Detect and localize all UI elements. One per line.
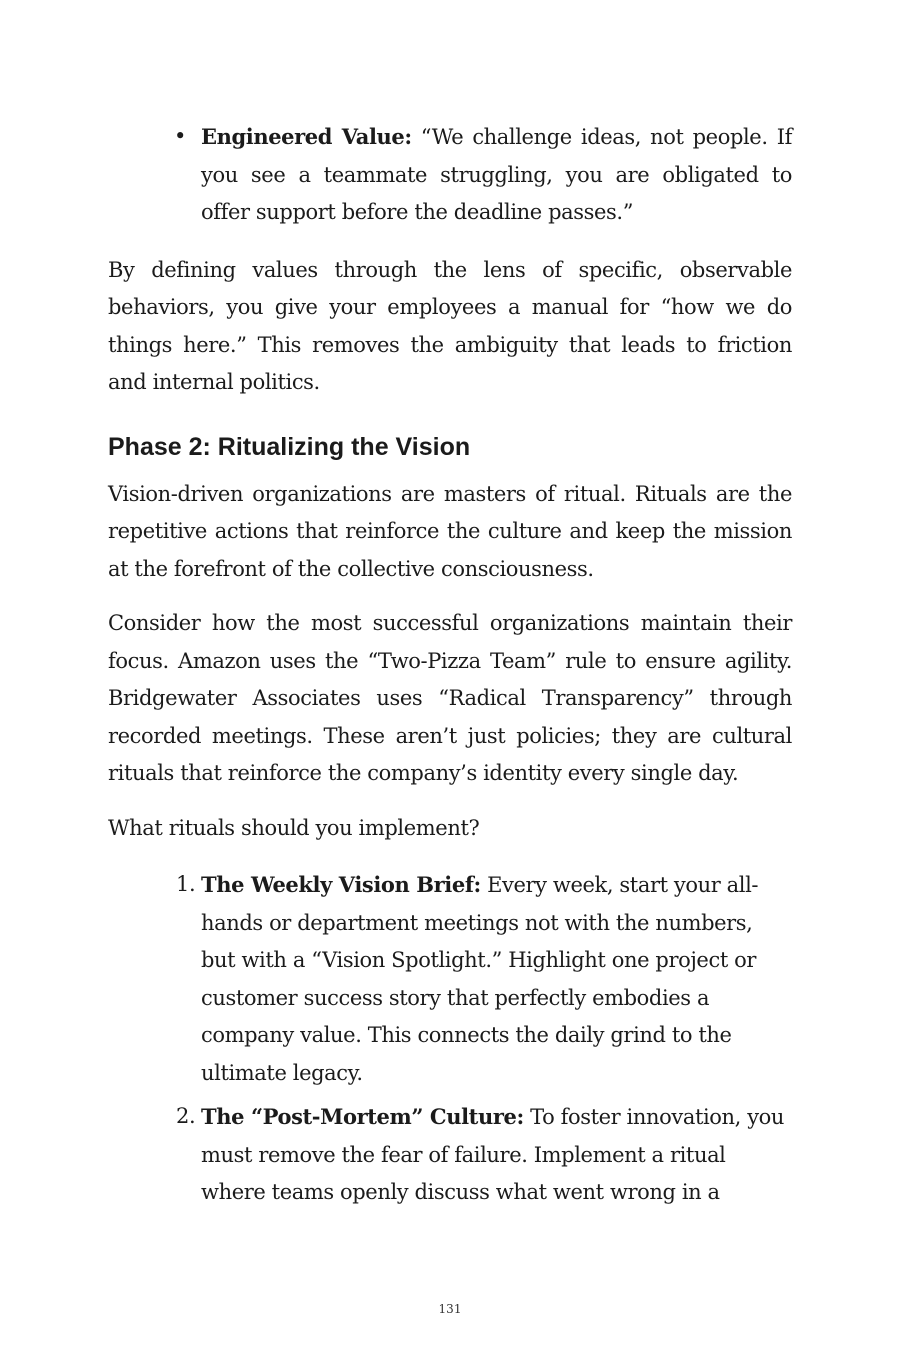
list-number: 2. [176, 1104, 196, 1128]
item-text: Every week, start your all-hands or department meetings not with the numbers, but with a “Vision Spotlight.” Highlight one project or customer success story that perfectly embodies a company value. This connects the daily grind to the ultimate legacy. [201, 873, 759, 1085]
item-label: The Weekly Vision Brief: [201, 872, 481, 897]
paragraph-question: What rituals should you implement? [108, 815, 480, 840]
paragraph-values: By defining values through the lens of specific, observable behaviors, you give your employees a manual for “how we do things here.” This removes the ambiguity that leads to friction and internal politics. [108, 257, 792, 394]
paragraph-rituals-intro: Vision-driven organizations are masters of ritual. Rituals are the repetitive actions that reinforce the culture and keep the mission at the forefront of the collective consciousness. [108, 481, 792, 581]
bullet-icon: • [174, 124, 186, 148]
paragraph-examples: Consider how the most successful organizations maintain their focus. Amazon uses the “Two-Pizza Team” rule to ensure agility. Bridgewater Associates uses “Radical Transparency” through recorded meetings. These aren’t just policies; they are cultural rituals that reinforce the company’s identity every single day. [108, 611, 792, 785]
list-item [108, 118, 792, 232]
list-number: 1. [176, 872, 196, 896]
page-body [108, 118, 792, 1212]
item-label: Engineered Value: [201, 124, 412, 149]
list-item [108, 866, 792, 1092]
values-bullet-list [108, 118, 792, 232]
item-text: “We challenge ideas, not people. If you see a teammate struggling, you are obligated to offer support before the deadline passes.” [201, 125, 792, 224]
section-heading: Phase 2: Ritualizing the Vision [108, 432, 471, 461]
page-number: 131 [438, 1302, 462, 1316]
item-text: To foster innovation, you must remove the fear of failure. Implement a ritual where teams openly discuss what went wrong in a [201, 1105, 785, 1204]
item-label: The “Post-Mortem” Culture: [201, 1104, 524, 1129]
list-item [108, 1098, 792, 1212]
rituals-numbered-list [108, 866, 792, 1212]
